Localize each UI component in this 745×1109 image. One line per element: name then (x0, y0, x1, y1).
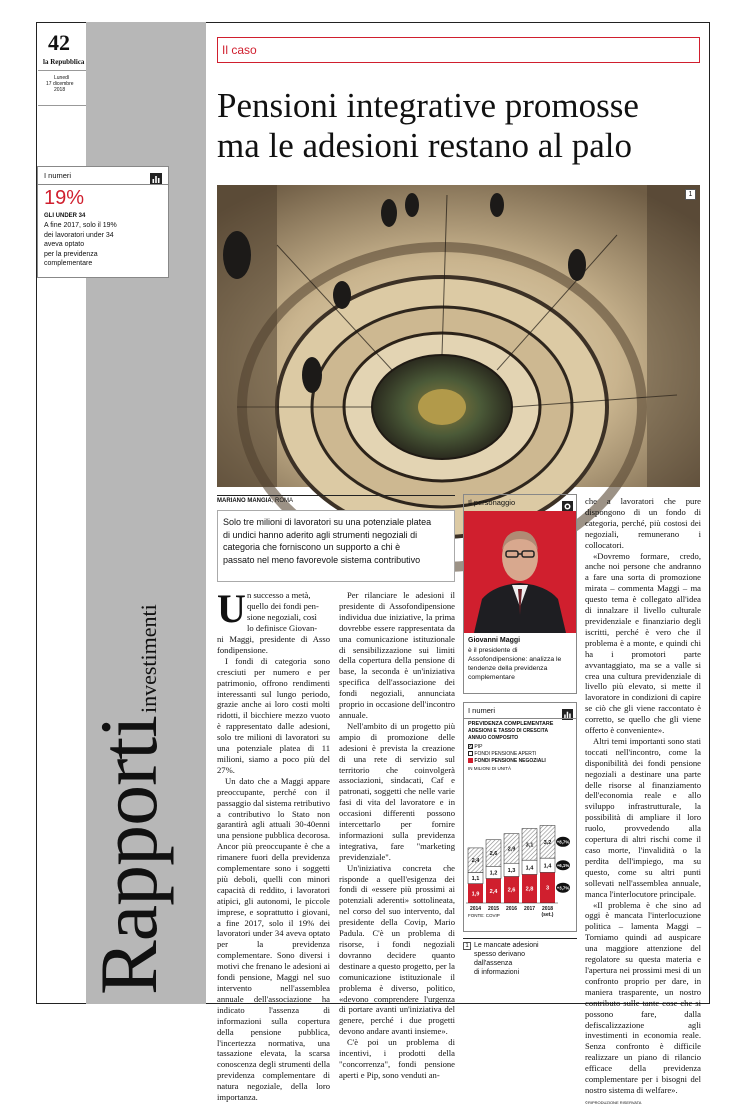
lead-lines: n successo a metà, quello dei fondi pen- sione negoziali, così lo definisce Giovan- (247, 590, 319, 633)
bar-value-label: 2,9 (507, 846, 516, 853)
summary: Solo tre milioni di lavoratori su una potenziale platea di undici hanno aderito agli strumenti negoziali di categoria che forniscono un supporto a chi è passato nel meno favorevole sistema contributivo (223, 517, 432, 565)
bar-value-label: 1,4 (543, 863, 552, 870)
drop-cap: U (217, 586, 246, 631)
bar-value-label: 1,9 (471, 891, 480, 898)
bar-value-label: 1,2 (489, 870, 498, 877)
kicker-box (217, 37, 700, 63)
photo-badge: 1 (685, 189, 696, 200)
bar-value-label: 3 (545, 885, 550, 892)
personaggio-box (463, 494, 577, 694)
section-big-word: Rapporti (83, 716, 174, 995)
chart-unit: IN MILIONI DI UNITÀ (468, 766, 512, 771)
article-column-2: Per rilanciare le adesioni il presidente di Assofondipensione individua due iniziative, la prima dovrebbe essere rappresentata da una comunicazione istituzionale di sensibilizzazione sui limiti della copertura della pensione di base, la seconda è un'iniziativa specifica dell'associazione dei fondi negoziali, annunciata proprio in occasione dell'incontro annuale. Nell'ambito di un progetto più ampio di promozione delle adesioni è prevista la creazione di una rete di servizio sul territorio che coinvolgerà associazioni, sindacati, Caf e patronati, soggetti che nelle varie fasi di vita del lavoratore e in occasioni differenti possono intercettarlo per fornire informazioni sulla previdenza integrativa, fare "marketing previdenziale". Un'iniziativa concreta che risponde a quell'esigenza dei fondi di «essere più prossimi ai potenziali aderenti» sottolineata, nel corso del suo intervento, dal presidente della Covip, Mario Padula. C'è un problema di risorse, i fondi negoziali dovranno decidere quanto destinare a questo progetto, per la comunicazione istituzionale il problema è diverso, politico, «devono comprendere l'urgenza di portare avanti un'iniziativa del genere, perché i due progetti devono andare avanti insieme». C'è poi un problema di incentivi, i prodotti della "concorrenza", fondi pensione aperti e Pip, sono venduti an- (339, 590, 455, 1080)
personaggio-title: Il personaggio (468, 498, 516, 507)
numbers-box-text: A fine 2017, solo il 19% dei lavoratori under 34 aveva optato per la previdenza complementare (44, 222, 117, 267)
summary-box (217, 510, 455, 582)
bar-chart-icon (150, 170, 162, 182)
photo-caption-text: Le mancate adesioni spesso derivano dall'assenza di informazioni (474, 942, 539, 976)
kicker: Il caso (222, 43, 257, 57)
category-label: 2015 (487, 906, 500, 912)
legend-item-negoziali: FONDI PENSIONE NEGOZIALI (468, 758, 546, 765)
bar-value-label: 2,4 (489, 888, 498, 895)
section-title (83, 604, 198, 995)
bar-value-label: 1,1 (471, 876, 480, 883)
face-icon (562, 497, 573, 508)
numbers-box-label: GLI UNDER 34 (44, 213, 86, 219)
category-label: 2018 (541, 906, 554, 912)
chart-legend (468, 744, 546, 765)
copyright: ©RIPRODUZIONE RISERVATA (585, 1099, 642, 1105)
chart-subtitle: ADESIONI E TASSO DI CRESCITA ANNUO COMPOSITO (468, 728, 549, 741)
staircase-photo (217, 185, 700, 487)
chart-box-title: I numeri (468, 706, 496, 715)
bar-chart-icon (562, 705, 573, 716)
bar-value-label: 2,6 (489, 851, 498, 858)
legend-item-aperti: FONDI PENSIONE APERTI (468, 751, 546, 758)
bar-value-label: 1,3 (507, 867, 516, 874)
numbers-box-value: 19% (44, 187, 85, 209)
newspaper-name: la Repubblica (43, 58, 85, 66)
portrait-photo (464, 511, 576, 633)
growth-label: +3,7% (556, 885, 570, 891)
photo-caption-badge: 1 (463, 942, 471, 950)
headline: Pensioni integrative promosse ma le adesioni restano al palo (217, 86, 639, 165)
date: 17 dicembre (46, 81, 74, 87)
stacked-bar-chart (464, 773, 576, 923)
category-label: 2016 (505, 906, 518, 912)
growth-label: +6,1% (556, 863, 570, 869)
bar-value-label: 2,8 (525, 886, 534, 893)
chart-title: PREVIDENZA COMPLEMENTARE (468, 721, 554, 727)
category-label: 2014 (469, 906, 482, 912)
bar-value-label: 3,1 (525, 842, 534, 849)
growth-label: +8,7% (556, 839, 570, 845)
category-label: (set.) (541, 912, 554, 918)
personaggio-caption: è il presidente di Assofondipensione: analizza le tendenze della previdenza complementare (468, 647, 562, 681)
article-column-4: che a lavoratori che pure dispongono di un fondo di categoria, perché, più costosi dei negoziali, remunerano i collocatori. «Dovremo formare, credo, anche noi persone che andranno a fare una sorta di promozione mirata – commenta Maggi – ma questo tema è collegato all'idea di innalzare il livello culturale previdenziale e finanziario degli iscritti, perché è vero che il problema è a monte, e quindi chi ha i promotori parte avvantaggiato, ma se a valle si crea una cultura previdenziale di livello più elevato, si mette il lavoratore in condizioni di capire se ciò che gli viene raccontato è corretto, se quello che gli viene offerto è conveniente». Altri temi importanti sono stati toccati nell'incontro, come la disponibilità dei fondi pensione negoziali a destinare una parte delle risorse al finanziamento dell'economia reale e allo sviluppo infrastrutturale, la possibilità di ampliare il loro ruolo, provvedendo alla copertura di altri rischi come il caso morte, l'invalidità o la perdita dell'impiego, ma su questo, come su altri punti sollevati nell'assemblea annuale, manca l'interlocutore principale. «Il problema è che sino ad oggi è mancata l'interlocuzione politica – lamenta Maggi – Torniamo quindi ad auspicare una maggiore attenzione del regolatore su questa materia e l'apertura nei prossimi mesi di un confronto proprio per dare, in maniera trasparente, un nostro contributo sulle tante cose che si possono fare, dalla defiscalizzazione agli investimenti in economia reale. Senza confronto è difficile realizzare un piano di rilancio efficace della previdenza complementare per i bisogni del nostro sistema di welfare». ©RIPRODUZIONE RISERVATA (585, 496, 701, 996)
article-column-1: U n successo a metà, quello dei fondi pen- sione negoziali, così lo definisce Giovan- ni Maggi, presidente di Asso fondipensione. I fondi di categoria sono cresciuti per numero e per patrimonio, offrono rendimenti interessanti sul lungo periodo, grazie anche ai loro costi molti ridotti, il bicchiere mezzo vuoto è rappresentato dalle adesioni, solo tre milioni di lavoratori su una potenziale platea di 11 milioni, siamo a poco più del 27%. Un dato che a Maggi appare preoccupante, perché con il passaggio dal sistema retributivo a contributivo lo Stato non garantirà agli attuali 30-40enni una pensione pubblica decorosa. Ancor più preoccupante è che a rimanere fuori della previdenza complementare sono i soggetti più deboli, quelli con minori capacità di reddito, i lavoratori atipici, gli autonomi, le piccole imprese, e soprattutto i giovani, a fine 2017, solo il 19% dei lavoratori under 34 aveva optato per la previdenza complementare. Sono diversi i motivi che frenano le adesioni ai fondi pensione, Maggi nel suo intervento nell'assemblea annuale dell'associazione ha indicato l'assenza di informazioni sulla copertura della pensione pubblica, l'incertezza normativa, una tassazione elevata, la scarsa conoscenza degli strumenti della previdenza complementare di natura negoziale, della loro importanza. (217, 586, 330, 1103)
weekday: Lunedì (54, 75, 70, 81)
byline: MARIANO MANGIA, ROMA (217, 498, 294, 504)
legend-item-pip: PIP (468, 744, 546, 751)
chart-box (463, 702, 577, 932)
numbers-box-title: I numeri (44, 171, 72, 180)
page-number: 42 (48, 30, 70, 55)
numbers-box (37, 166, 169, 278)
bar-value-label: 3,2 (543, 839, 552, 846)
year: 2018 (54, 87, 66, 93)
bar-value-label: 2,4 (471, 858, 480, 865)
section-sub-word: investimenti (136, 604, 161, 714)
bar-value-label: 1,4 (525, 865, 534, 872)
bar-value-label: 2,6 (507, 887, 516, 894)
category-label: 2017 (523, 906, 536, 912)
personaggio-name: Giovanni Maggi (468, 637, 521, 644)
chart-source: FONTE: COVIP (468, 913, 500, 918)
